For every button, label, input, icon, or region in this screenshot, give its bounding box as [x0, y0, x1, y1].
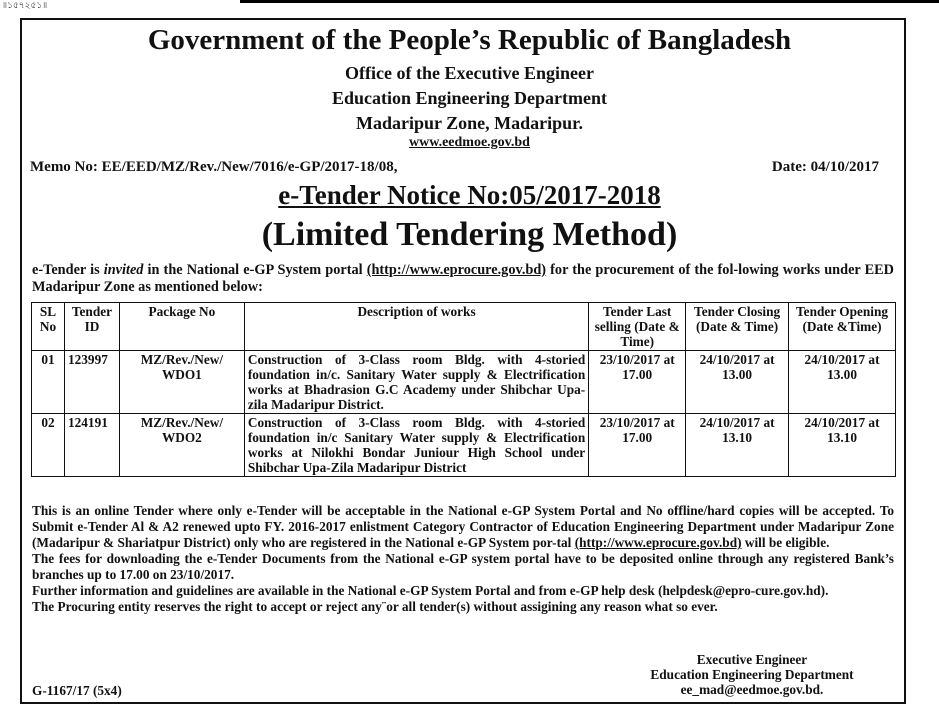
cell-sl: 02	[32, 414, 65, 477]
cell-description: Construction of 3-Class room Bldg. with 4-storied foundation in/c. Sanitary Water supply & Electrification works at Bhadrasion G.C Academy under Shibchar Upa-zila Madaripur District.	[244, 351, 588, 414]
zone-title: Madaripur Zone, Madaripur.	[355, 113, 584, 133]
top-rule	[240, 0, 939, 3]
terms-section	[32, 503, 894, 615]
portal-link[interactable]: (http://www.eprocure.gov.bd)	[366, 262, 547, 278]
header-sl: SL No	[32, 303, 65, 351]
government-title: Government of the People’s Republic of Bangladesh	[147, 24, 792, 56]
cell-description: Construction of 3-Class room Bldg. with 4-storied foundation in/c Sanitary Water supply & Electrification works at Nilokhi Bondar Juniour High School under Shibchar Upa-Zila Madaripur District	[244, 414, 588, 477]
website-link[interactable]: www.eedmoe.gov.bd	[409, 135, 530, 150]
terms-paragraph-fees: The fees for downloading the e-Tender Documents from the National e-GP system portal have to be deposited online through any registered Bank’s branches up to 17.00 on 23/10/2017.	[32, 551, 894, 582]
top-note: ॥১৫৭২৫১॥	[2, 0, 48, 10]
cell-opening: 24/10/2017 at 13.10	[789, 414, 896, 477]
signature-department: Education Engineering Department	[650, 667, 854, 682]
terms-text: will be eligible.	[741, 535, 830, 550]
header-last-selling: Tender Last selling (Date & Time)	[589, 303, 686, 351]
signature-title: Executive Engineer	[696, 652, 808, 667]
cell-tender-id: 124191	[64, 414, 119, 477]
terms-paragraph-helpdesk: Further information and guidelines are available in the National e-GP System Portal and from e-GP help desk (helpdesk@epro-cure.gov.hd).	[32, 583, 829, 598]
cell-last-selling: 23/10/2017 at 17.00	[589, 414, 686, 477]
terms-paragraph-eligibility	[32, 503, 894, 551]
publication-code: G-1167/17 (5x4)	[32, 683, 122, 698]
terms-paragraph-rights: The Procuring entity reserves the right to accept or reject any¨or all tender(s) without assigining any reason what so ever.	[32, 599, 718, 614]
memo-number: Memo No: EE/EED/MZ/Rev./New/7016/e-GP/2017-18/08,	[30, 159, 398, 175]
department-title: Education Engineering Department	[331, 88, 607, 108]
intro-invited: invited	[103, 262, 144, 278]
intro-text-2: in the National e-GP System portal	[143, 262, 367, 278]
cell-closing: 24/10/2017 at 13.00	[686, 351, 789, 414]
tender-method: (Limited Tendering Method)	[261, 216, 678, 253]
notice-date: Date: 04/10/2017	[771, 159, 879, 175]
signature-email[interactable]: ee_mad@eedmoe.gov.bd.	[680, 682, 824, 697]
table-row	[32, 414, 896, 477]
cell-opening: 24/10/2017 at 13.00	[789, 351, 896, 414]
cell-package: MZ/Rev./New/ WDO2	[119, 414, 244, 477]
tender-table	[31, 302, 896, 477]
table-header-row	[32, 303, 896, 351]
intro-text-1: e-Tender is	[32, 262, 104, 278]
cell-last-selling: 23/10/2017 at 17.00	[589, 351, 686, 414]
cell-tender-id: 123997	[64, 351, 119, 414]
header-opening: Tender Opening (Date &Time)	[789, 303, 896, 351]
office-title: Office of the Executive Engineer	[345, 63, 594, 83]
cell-closing: 24/10/2017 at 13.10	[686, 414, 789, 477]
cell-sl: 01	[32, 351, 65, 414]
terms-text: This is an online Tender where only e-Tender will be acceptable in the National e-GP System Portal and No offline/hard copies will be accepted. To Submit e-Tender Al & A2 renewed upto FY. 2016-2017 enlistment Category Contractor of Education Engineering Department under Madaripur Zone (Madaripur & Shariatpur District) only who are registered in the National e-GP System por-tal	[32, 503, 894, 550]
notice-title: e-Tender Notice No:05/2017-2018	[278, 180, 661, 210]
header-package: Package No	[119, 303, 244, 351]
header-closing: Tender Closing (Date & Time)	[686, 303, 789, 351]
header-tender-id: Tender ID	[64, 303, 119, 351]
signature-block	[622, 652, 882, 697]
cell-package: MZ/Rev./New/ WDO1	[119, 351, 244, 414]
intro-paragraph	[32, 262, 894, 296]
portal-link[interactable]: (http://www.eprocure.gov.bd)	[574, 535, 742, 550]
intro-text-3: for the procurement of the fol-lowing works under EED Madaripur Zone as mentioned below:	[32, 262, 894, 295]
header-description: Description of works	[244, 303, 588, 351]
table-row	[32, 351, 896, 414]
